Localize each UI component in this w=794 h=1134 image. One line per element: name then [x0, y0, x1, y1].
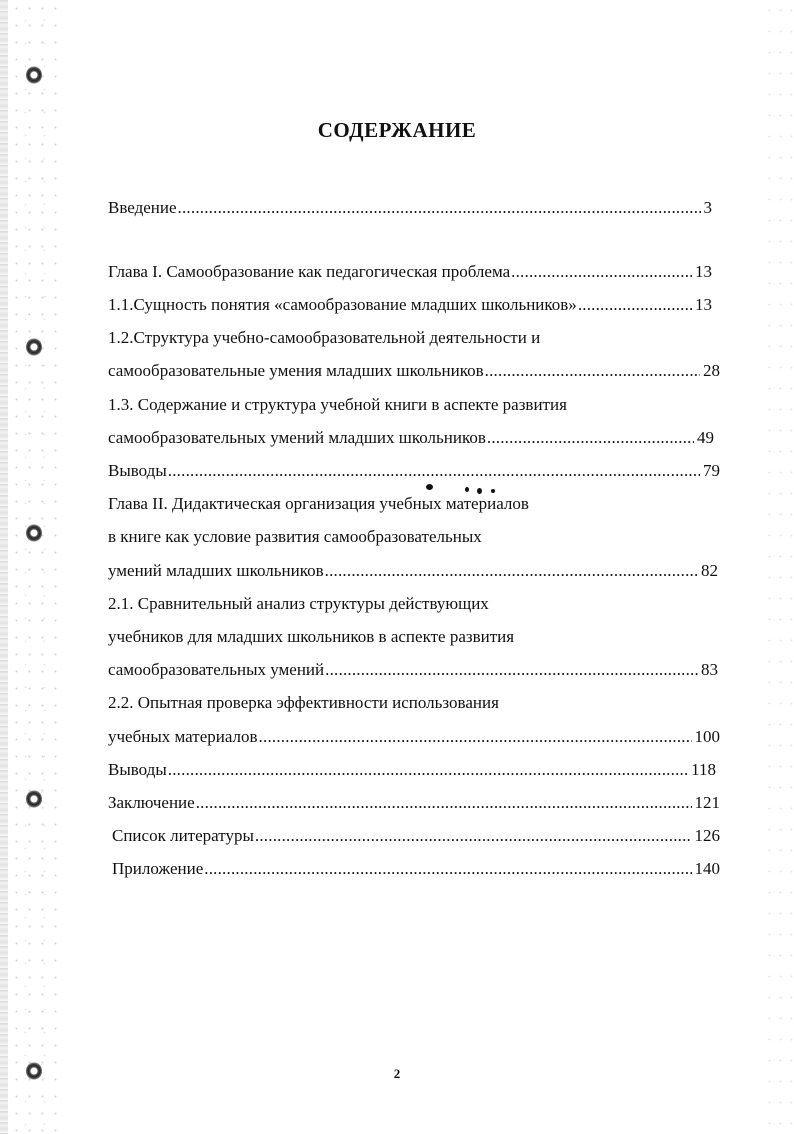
toc-entry: [112, 859, 720, 885]
toc-entry: [108, 395, 712, 421]
toc-entry-text: 1.3. Содержание и структура учебной книги в аспекте развития: [108, 395, 567, 414]
toc-entry: [108, 727, 720, 753]
ink-smudge: [491, 489, 495, 493]
toc-leader-dots: [578, 295, 692, 315]
scan-speckle-right: [764, 0, 794, 1134]
toc-entry-text: 1.2.Структура учебно-самообразовательной деятельности и: [108, 328, 541, 347]
toc-leader-dots: [168, 461, 700, 481]
toc-entry-page: 126: [694, 826, 720, 845]
toc-entry-text: Глава I. Самообразование как педагогическая проблема: [108, 262, 511, 281]
toc-leader-dots: [204, 859, 691, 879]
toc-entry-text: Выводы: [108, 461, 167, 480]
toc-leader-dots: [325, 561, 698, 581]
toc-entry-text: 1.1.Сущность понятия «самообразование младших школьников»: [108, 295, 577, 314]
toc-entry: [108, 198, 712, 224]
toc-entry-text: самообразовательных умений: [108, 660, 325, 679]
toc-entry: [108, 594, 712, 620]
toc-entry: [108, 627, 712, 653]
page-number: 2: [393, 1066, 401, 1081]
toc-entry-text: в книге как условие развития самообразовательных: [108, 527, 482, 546]
toc-entry-page: 121: [694, 793, 720, 812]
toc-leader-dots: [168, 760, 688, 780]
toc-leader-dots: [485, 361, 700, 381]
toc-entry-page: 28: [703, 361, 720, 380]
toc-entry-text: Заключение: [108, 793, 195, 812]
ink-smudge: [426, 484, 433, 490]
toc-entry: [108, 561, 718, 587]
toc-entry-page: 13: [695, 295, 712, 314]
toc-entry-text: учебников для младших школьников в аспекте развития: [108, 627, 515, 646]
toc-entry: [108, 660, 718, 686]
toc-entry-page: 100: [694, 727, 720, 746]
scan-speckle-left: [10, 0, 60, 1134]
toc-entry-text: Введение: [108, 198, 177, 217]
scan-edge-artifact: [0, 0, 8, 1134]
toc-entry: [108, 693, 712, 719]
toc-entry: [108, 295, 712, 321]
toc-entry: [108, 361, 720, 387]
ink-smudge: [465, 487, 469, 492]
toc-leader-dots: [259, 727, 692, 747]
toc-entry-text: самообразовательных умений младших школьников: [108, 428, 486, 447]
toc-leader-dots: [487, 428, 694, 448]
punch-hole-icon: [26, 338, 42, 356]
toc-entry: [108, 527, 712, 553]
toc-leader-dots: [196, 793, 692, 813]
page-title: СОДЕРЖАНИЕ: [317, 118, 477, 142]
punch-hole-icon: [26, 790, 42, 808]
toc-entry-page: 49: [697, 428, 714, 447]
toc-leader-dots: [178, 198, 701, 218]
toc-entry-text: учебных материалов: [108, 727, 258, 746]
toc-entry-page: 79: [703, 461, 720, 480]
toc-entry-page: 13: [695, 262, 712, 281]
toc-entry: [112, 826, 720, 852]
toc-leader-dots: [255, 826, 692, 846]
toc-entry: [108, 461, 720, 487]
toc-entry-page: 82: [701, 561, 718, 580]
toc-entry-text: Приложение: [112, 859, 204, 878]
toc-leader-dots: [325, 660, 698, 680]
toc-entry: [108, 494, 712, 520]
toc-entry-page: 118: [691, 760, 716, 779]
punch-hole-icon: [26, 524, 42, 542]
toc-entry-text: 2.1. Сравнительный анализ структуры действующих: [108, 594, 489, 613]
toc-leader-dots: [511, 262, 692, 282]
toc-entry-page: 3: [703, 198, 712, 217]
toc-entry-page: 140: [694, 859, 720, 878]
punch-hole-icon: [26, 66, 42, 84]
toc-entry: [108, 793, 720, 819]
toc-entry-text: 2.2. Опытная проверка эффективности использования: [108, 693, 499, 712]
toc-entry-text: умений младших школьников: [108, 561, 324, 580]
toc-entry: [108, 760, 716, 786]
toc-entry: [108, 428, 714, 454]
toc-entry-text: Список литературы: [112, 826, 254, 845]
toc-entry-text: самообразовательные умения младших школьников: [108, 361, 484, 380]
toc-entry-page: 83: [701, 660, 718, 679]
toc-entry-text: Глава II. Дидактическая организация учебных материалов: [108, 494, 529, 513]
toc-entry-text: Выводы: [108, 760, 167, 779]
toc-entry: [108, 328, 712, 354]
toc-entry: [108, 262, 712, 288]
